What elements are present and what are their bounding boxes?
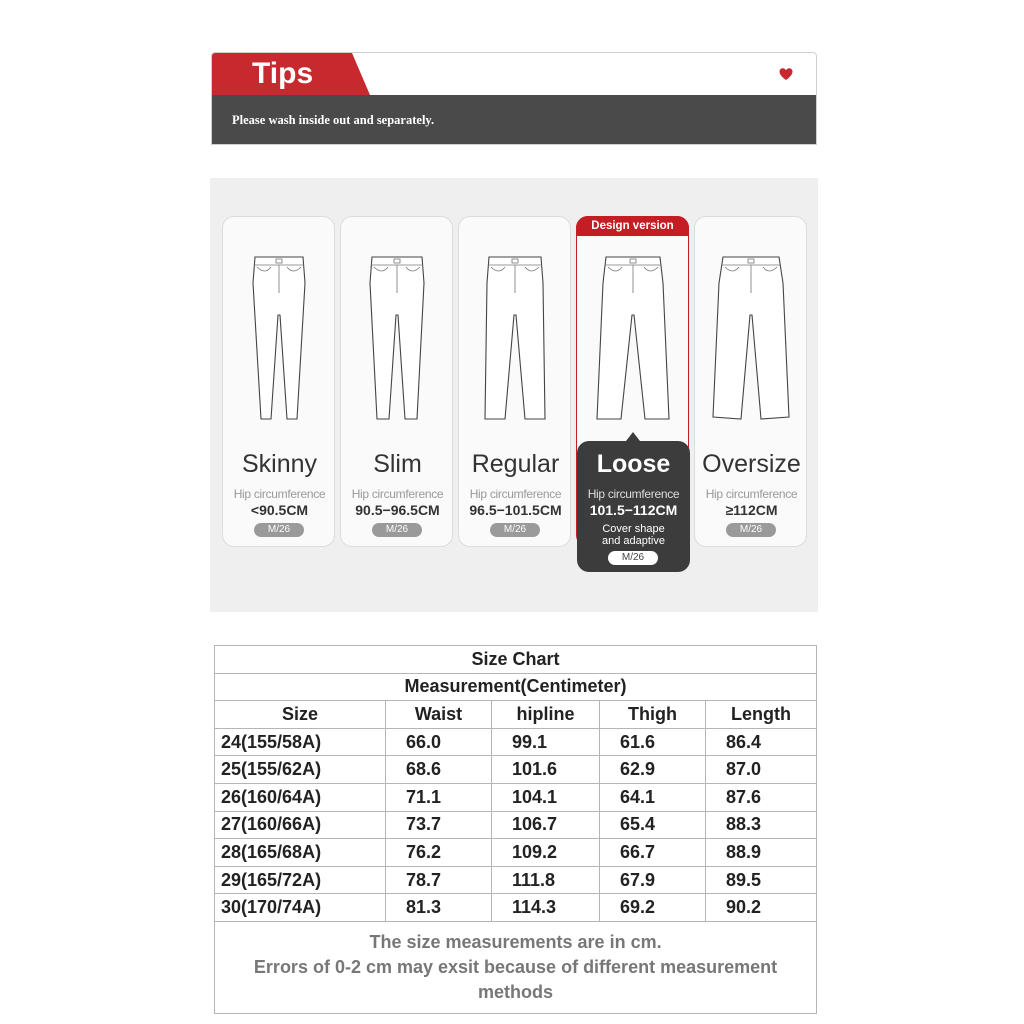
size-chart-title: Size Chart [215, 646, 817, 674]
fit-size-pill: M/26 [490, 523, 540, 537]
thigh-cell: 61.6 [600, 728, 706, 756]
fit-hip-label: Hip circumference [351, 487, 444, 501]
fit-hip-label: Hip circumference [469, 487, 562, 501]
size-cell: 29(165/72A) [215, 866, 386, 894]
oversize-jeans-icon [711, 253, 791, 421]
fit-hip-value: <90.5CM [250, 502, 309, 518]
fit-size-pill: M/26 [726, 523, 776, 537]
column-header: Thigh [600, 701, 706, 729]
fit-name: Slim [373, 450, 422, 478]
fit-name: Skinny [241, 450, 318, 478]
fit-size-pill: M/26 [372, 523, 422, 537]
fit-name: Regular [471, 450, 560, 478]
fit-hip-value: ≥112CM [725, 502, 778, 518]
size-chart-subtitle-row [215, 673, 817, 701]
hipline-cell: 114.3 [492, 894, 600, 922]
thigh-cell: 62.9 [600, 756, 706, 784]
hipline-cell: 109.2 [492, 839, 600, 867]
length-cell: 89.5 [706, 866, 817, 894]
fit-hip-label: Hip circumference [587, 487, 680, 501]
table-row [215, 894, 817, 922]
size-cell: 26(160/64A) [215, 783, 386, 811]
fit-note [577, 523, 690, 547]
footnote-line: The size measurements are in cm. [369, 931, 662, 952]
size-chart-footnote [215, 921, 817, 1013]
fit-name: Loose [596, 450, 671, 478]
fit-card-regular [458, 216, 571, 547]
table-row [215, 839, 817, 867]
fit-card-skinny [222, 216, 335, 547]
fit-hip-label: Hip circumference [233, 487, 326, 501]
loose-jeans-icon [593, 253, 673, 421]
size-chart-subtitle: Measurement(Centimeter) [215, 673, 817, 701]
column-header: Size [215, 701, 386, 729]
thigh-cell: 64.1 [600, 783, 706, 811]
table-row [215, 866, 817, 894]
size-chart-header-row [215, 701, 817, 729]
fit-card-slim [340, 216, 453, 547]
fit-hip-label: Hip circumference [705, 487, 798, 501]
tips-bar [212, 95, 816, 145]
column-header: hipline [492, 701, 600, 729]
hipline-cell: 111.8 [492, 866, 600, 894]
skinny-jeans-icon [239, 253, 319, 421]
waist-cell: 78.7 [386, 866, 492, 894]
size-chart-table [214, 645, 817, 1014]
column-header: Waist [386, 701, 492, 729]
size-chart-title-row [215, 646, 817, 674]
fit-note-line: Cover shape [602, 523, 665, 535]
thigh-cell: 66.7 [600, 839, 706, 867]
length-cell: 87.6 [706, 783, 817, 811]
waist-cell: 66.0 [386, 728, 492, 756]
design-version-badge: Design version [576, 216, 689, 236]
hipline-cell: 101.6 [492, 756, 600, 784]
size-chart-footer-row [215, 921, 817, 1013]
hipline-cell: 106.7 [492, 811, 600, 839]
fit-card-oversize [694, 216, 807, 547]
table-row [215, 811, 817, 839]
regular-jeans-icon [475, 253, 555, 421]
fit-size-pill: M/26 [254, 523, 304, 537]
fit-hip-value: 90.5−96.5CM [355, 502, 440, 518]
size-cell: 24(155/58A) [215, 728, 386, 756]
waist-cell: 81.3 [386, 894, 492, 922]
table-row [215, 756, 817, 784]
column-header: Length [706, 701, 817, 729]
fit-note-line: and adaptive [602, 535, 665, 547]
fit-name: Oversize [702, 450, 801, 478]
size-cell: 28(165/68A) [215, 839, 386, 867]
footnote-line: Errors of 0-2 cm may exsit because of different measurement methods [253, 956, 778, 1002]
waist-cell: 68.6 [386, 756, 492, 784]
tips-title: Tips [252, 57, 314, 90]
fit-hip-value: 96.5−101.5CM [469, 502, 562, 518]
hipline-cell: 104.1 [492, 783, 600, 811]
size-cell: 30(170/74A) [215, 894, 386, 922]
size-cell: 25(155/62A) [215, 756, 386, 784]
hipline-cell: 99.1 [492, 728, 600, 756]
waist-cell: 73.7 [386, 811, 492, 839]
length-cell: 88.3 [706, 811, 817, 839]
fit-hip-value: 101.5−112CM [589, 502, 678, 518]
table-row [215, 783, 817, 811]
waist-cell: 76.2 [386, 839, 492, 867]
table-row [215, 728, 817, 756]
slim-jeans-icon [357, 253, 437, 421]
thigh-cell: 67.9 [600, 866, 706, 894]
length-cell: 90.2 [706, 894, 817, 922]
thigh-cell: 69.2 [600, 894, 706, 922]
length-cell: 86.4 [706, 728, 817, 756]
tips-banner [211, 52, 817, 145]
length-cell: 88.9 [706, 839, 817, 867]
waist-cell: 71.1 [386, 783, 492, 811]
size-cell: 27(160/66A) [215, 811, 386, 839]
length-cell: 87.0 [706, 756, 817, 784]
heart-icon [778, 66, 794, 82]
thigh-cell: 65.4 [600, 811, 706, 839]
tips-note: Please wash inside out and separately. [232, 113, 435, 127]
fit-card-loose [576, 216, 689, 563]
fit-size-pill: M/26 [608, 551, 658, 565]
loose-pointer [626, 432, 640, 441]
fit-panel [210, 178, 818, 612]
